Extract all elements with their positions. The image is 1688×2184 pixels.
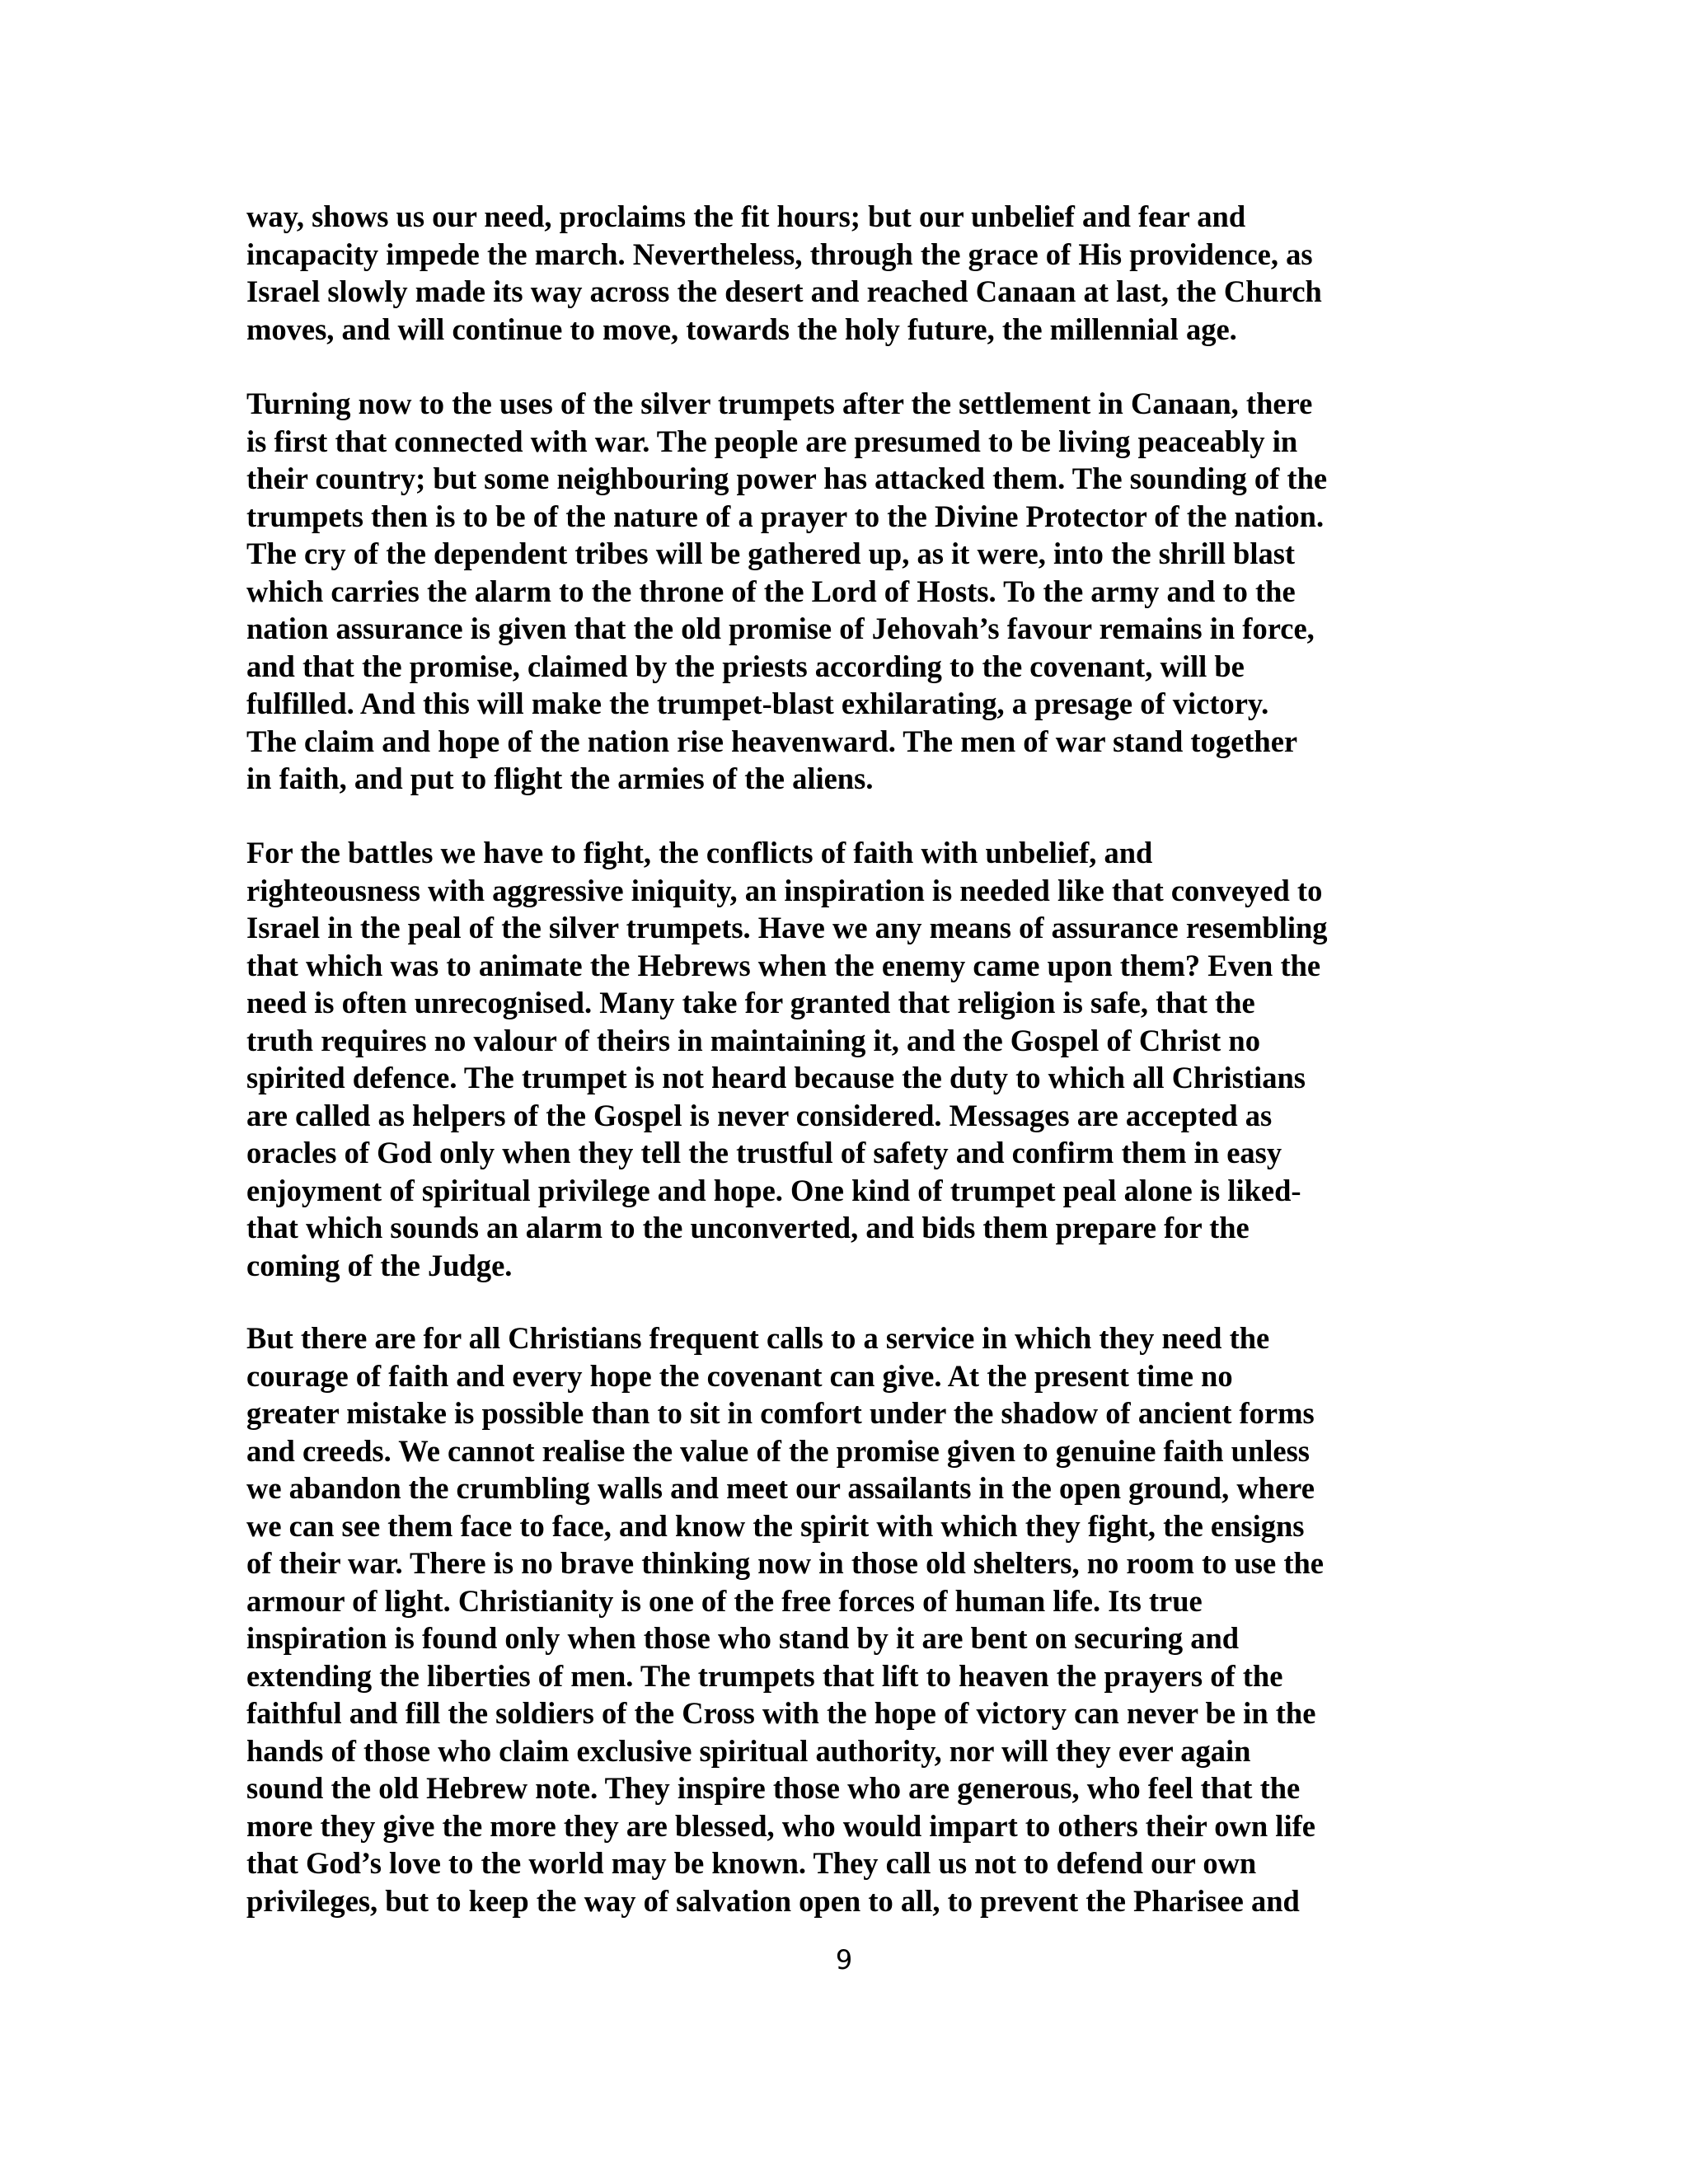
text-line: we abandon the crumbling walls and meet our assailants in the open ground, where — [246, 1471, 1315, 1505]
text-line: extending the liberties of men. The trumpets that lift to heaven the prayers of the — [246, 1658, 1283, 1693]
text-line: greater mistake is possible than to sit in comfort under the shadow of ancient forms — [246, 1396, 1315, 1430]
text-line: The cry of the dependent tribes will be gathered up, as it were, into the shrill blast — [246, 537, 1296, 570]
text-line: enjoyment of spiritual privilege and hope. One kind of trumpet peal alone is liked- — [246, 1173, 1301, 1207]
text-line: hands of those who claim exclusive spiritual authority, nor will they ever again — [246, 1733, 1251, 1768]
text-line: Turning now to the uses of the silver trumpets after the settlement in Canaan, there — [246, 387, 1313, 420]
text-line: courage of faith and every hope the covenant can give. At the present time no — [246, 1358, 1233, 1393]
text-line: and creeds. We cannot realise the value of the promise given to genuine faith unless — [246, 1433, 1311, 1468]
page-number: 9 — [835, 1944, 853, 1975]
text-line: which carries the alarm to the throne of the Lord of Hosts. To the army and to the — [246, 574, 1296, 608]
text-line: that which sounds an alarm to the unconverted, and bids them prepare for the — [246, 1211, 1250, 1244]
text-line: we can see them face to face, and know the spirit with which they fight, the ensigns — [246, 1508, 1305, 1543]
paragraph — [246, 198, 1450, 348]
text-line: and that the promise, claimed by the priests according to the covenant, will be — [246, 649, 1245, 683]
text-line: inspiration is found only when those who stand by it are bent on securing and — [246, 1621, 1240, 1655]
text-line: spirited defence. The trumpet is not heard because the duty to which all Christians — [246, 1061, 1306, 1094]
text-line: fulfilled. And this will make the trumpet-blast exhilarating, a presage of victory. — [246, 687, 1269, 720]
text-line: their country; but some neighbouring power has attacked them. The sounding of the — [246, 462, 1328, 495]
text-line: But there are for all Christians frequent calls to a service in which they need the — [246, 1321, 1270, 1355]
paragraph — [246, 385, 1450, 798]
text-line: For the battles we have to fight, the conflicts of faith with unbelief, and — [246, 836, 1153, 869]
text-line: of their war. There is no brave thinking now in those old shelters, no room to use the — [246, 1546, 1324, 1580]
text-line: incapacity impede the march. Nevertheless, through the grace of His providence, as — [246, 237, 1313, 271]
text-line: faithful and fill the soldiers of the Cross with the hope of victory can never be in the — [246, 1696, 1316, 1730]
text-line: oracles of God only when they tell the trustful of safety and confirm them in easy — [246, 1136, 1282, 1169]
paragraph — [246, 834, 1450, 1284]
text-line: sound the old Hebrew note. They inspire those who are generous, who feel that the — [246, 1771, 1301, 1805]
text-line: truth requires no valour of theirs in maintaining it, and the Gospel of Christ no — [246, 1023, 1260, 1057]
text-line: in faith, and put to flight the armies of the aliens. — [246, 762, 874, 795]
text-line: privileges, but to keep the way of salvation open to all, to prevent the Pharisee and — [246, 1883, 1300, 1918]
text-line: that God’s love to the world may be known. They call us not to defend our own — [246, 1846, 1257, 1880]
text-line: coming of the Judge. — [246, 1248, 513, 1282]
text-line: nation assurance is given that the old promise of Jehovah’s favour remains in force, — [246, 612, 1315, 645]
text-line: need is often unrecognised. Many take for granted that religion is safe, that the — [246, 986, 1255, 1019]
text-line: armour of light. Christianity is one of the free forces of human life. Its true — [246, 1583, 1203, 1618]
text-line: Israel in the peal of the silver trumpets. Have we any means of assurance resembling — [246, 911, 1328, 944]
text-line: moves, and will continue to move, towards the holy future, the millennial age. — [246, 312, 1237, 346]
text-line: The claim and hope of the nation rise heavenward. The men of war stand together — [246, 724, 1298, 758]
text-line: trumpets then is to be of the nature of a prayer to the Divine Protector of the nation. — [246, 499, 1325, 533]
text-line: righteousness with aggressive iniquity, an inspiration is needed like that conveyed to — [246, 873, 1323, 907]
text-line: more they give the more they are blessed, who would impart to others their own life — [246, 1808, 1315, 1843]
text-line: are called as helpers of the Gospel is never considered. Messages are accepted as — [246, 1098, 1273, 1132]
text-line: that which was to animate the Hebrews when the enemy came upon them? Even the — [246, 948, 1321, 982]
text-line: Israel slowly made its way across the desert and reached Canaan at last, the Church — [246, 274, 1322, 308]
text-line: is first that connected with war. The people are presumed to be living peaceably in — [246, 424, 1298, 458]
text-line: way, shows us our need, proclaims the fit hours; but our unbelief and fear and — [246, 199, 1246, 233]
paragraph — [246, 1319, 1450, 1919]
